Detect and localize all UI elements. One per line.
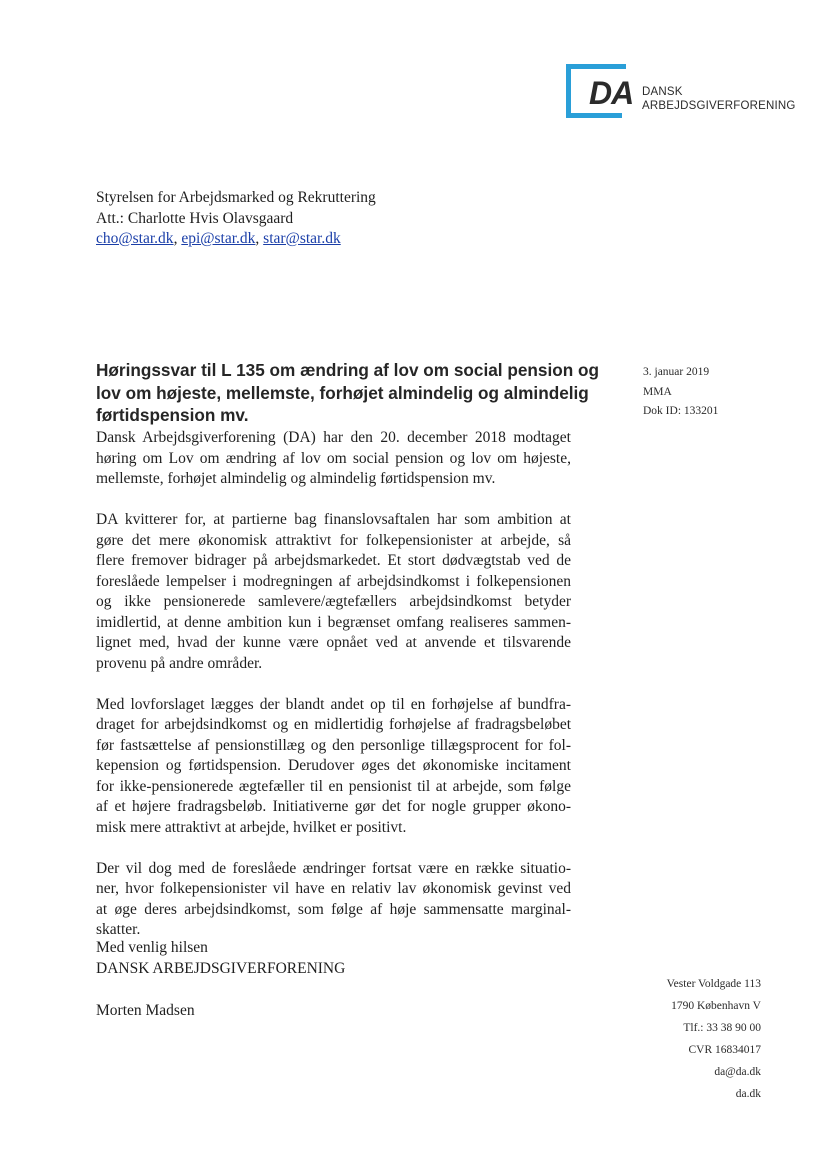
title-line3: førtidspension mv. [96, 405, 249, 425]
paragraph-line: før fastsættelse af pensionstillæg og den personlige tillægsprocent for fol- [96, 736, 571, 754]
contact-phone: Tlf.: 33 38 90 00 [683, 1022, 761, 1034]
signer-name: Morten Madsen [96, 1002, 195, 1019]
paragraph-line: Dansk Arbejdsgiverforening (DA) har den 20. december 2018 modtaget [96, 429, 571, 446]
paragraph-line: skatter. [96, 921, 141, 938]
page-title [96, 359, 599, 427]
paragraph-line: Der vil dog med de foreslåede ændringer fortsat være en række situatio- [96, 859, 571, 877]
paragraph-line: ner, hvor folkepensionister vil have en relativ lav økonomisk gevinst ved [96, 880, 571, 897]
closing-organization: DANSK ARBEJDSGIVERFORENING [96, 959, 346, 977]
paragraph-line: høring om Lov om ændring af lov om social pension og lov om højeste, [96, 449, 571, 467]
paragraph-line: og ikke pensionerede samlevere/ægtefællers arbejdsindkomst betyder [96, 593, 571, 610]
contact-block [667, 973, 761, 1105]
logo-bracket-accent [606, 64, 626, 69]
paragraph-line: at øge deres arbejdsindkomst, som følge af høje sammensatte marginal- [96, 900, 571, 918]
recipient-emails: cho@star.dk, epi@star.dk, star@star.dk [96, 230, 341, 247]
paragraph-line: mellemste, forhøjet almindelig og almindelig førtidspension mv. [96, 470, 496, 487]
letter-closing [96, 938, 345, 979]
paragraph-line: kepension og førtidspension. Derudover øges det økonomiske incitament [96, 757, 571, 774]
paragraph-line: for ikke-pensionerede ægtefæller til en pensionist til at arbejde, som følge [96, 777, 571, 795]
paragraph-line: Med lovforslaget lægges der blandt andet op til en forhøjelse af bundfra- [96, 695, 571, 713]
paragraph-line: DA kvitterer for, at partierne bag finanslovsaftalen har som ambition at [96, 511, 571, 528]
paragraph-line: misk mere attraktivt at arbejde, hvilket er positivt. [96, 818, 407, 836]
contact-web: da.dk [735, 1088, 761, 1100]
document-id: Dok ID: 133201 [643, 405, 719, 417]
title-line1: Høringssvar til L 135 om ændring af lov om social pension og [96, 360, 599, 380]
paragraph-line: draget for arbejdsindkomst og en midlertidig forhøjelse af fradragsbeløbet [96, 716, 571, 733]
contact-city: 1790 København V [671, 1000, 761, 1012]
recipient-line1: Styrelsen for Arbejdsmarked og Rekruttering [96, 189, 376, 206]
title-line2: lov om højeste, mellemste, forhøjet almindelig og almindelig [96, 382, 589, 403]
paragraph-line: provenu på andre områder. [96, 654, 263, 672]
paragraph-ambition [96, 510, 571, 674]
logo [566, 64, 796, 124]
paragraph-line: af et højere fradragsbeløb. Initiativerne gør det for nogle grupper økono- [96, 798, 571, 815]
paragraph-line: flere fremover bidrager på arbejdsmarkedet. Et stort dødvægtstab ved de [96, 552, 571, 569]
logo-name-line2: ARBEJDSGIVERFORENING [642, 100, 796, 112]
paragraph-proposal [96, 695, 571, 839]
contact-email: da@da.dk [714, 1066, 761, 1078]
email-link-star[interactable]: star@star.dk [263, 230, 341, 247]
document-date: 3. januar 2019 [643, 366, 710, 378]
recipient-address [96, 188, 376, 250]
paragraph-line: lignet med, hvad der kunne være opnået ved at anvende et tilsvarende [96, 634, 571, 651]
document-meta [643, 363, 718, 422]
document-initials: MMA [643, 385, 672, 398]
contact-street: Vester Voldgade 113 [666, 978, 761, 990]
logo-name-line1: DANSK [642, 86, 683, 98]
email-link-cho[interactable]: cho@star.dk [96, 230, 174, 247]
contact-cvr: CVR 16834017 [688, 1044, 761, 1056]
letter-body [96, 428, 571, 961]
recipient-line2: Att.: Charlotte Hvis Olavsgaard [96, 209, 294, 227]
logo-mark: DA [589, 75, 634, 111]
paragraph-line: foreslåede lempelser i modregningen af arbejdsindkomst i folkepensionen [96, 572, 571, 590]
paragraph-intro [96, 428, 571, 490]
paragraph-line: imidlertid, at denne ambition kun i begrænset omfang realiseres sammen- [96, 613, 571, 631]
email-link-epi[interactable]: epi@star.dk [181, 230, 256, 247]
paragraph-line: gøre det mere økonomisk attraktivt for folkepensionister at arbejde, så [96, 531, 571, 549]
closing-greeting: Med venlig hilsen [96, 939, 208, 956]
logo-name [642, 85, 796, 113]
paragraph-situations [96, 859, 571, 941]
